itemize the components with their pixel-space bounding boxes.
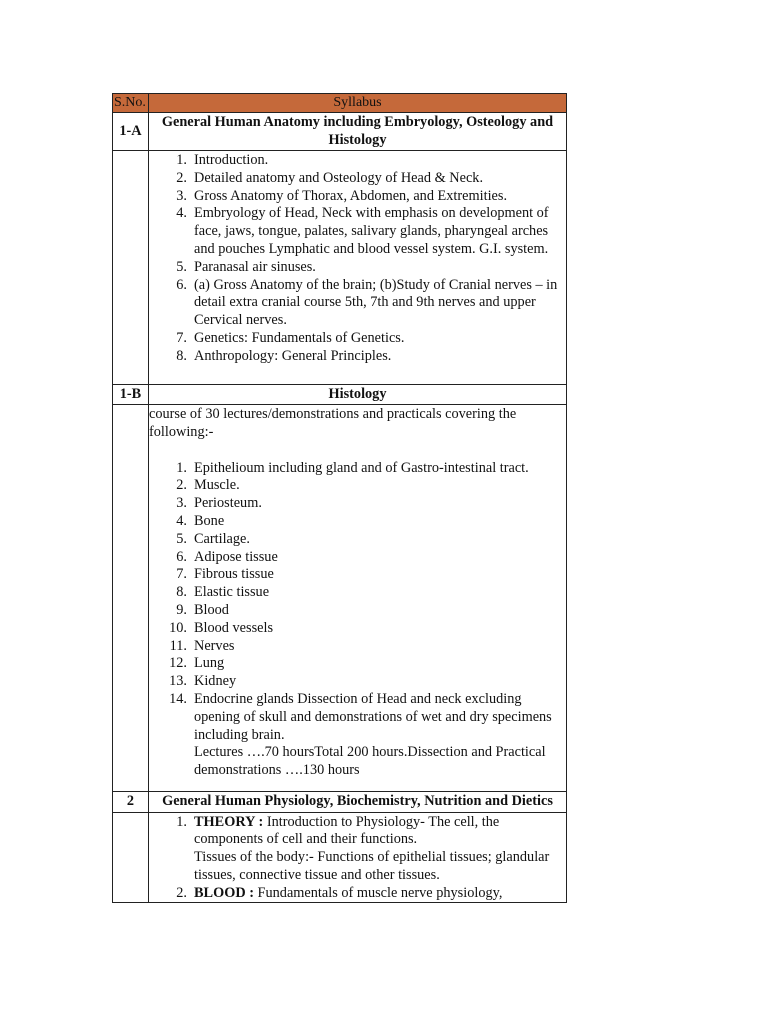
list-item xyxy=(149,655,566,673)
empty-cell xyxy=(113,812,149,903)
list-item xyxy=(149,513,566,531)
list-item xyxy=(149,277,566,330)
section-row-2 xyxy=(113,792,567,813)
list-item-keyword: BLOOD : xyxy=(194,884,254,901)
list-item xyxy=(149,330,566,348)
topic-list xyxy=(149,460,566,780)
list-item-text: Endocrine glands Dissection of Head and neck excluding opening of skull and demonstrations of wet and dry specimens including brain. xyxy=(194,691,552,743)
list-item-text: Elastic tissue xyxy=(194,584,270,601)
list-item-body: Fundamentals of muscle nerve physiology, xyxy=(253,884,503,901)
list-item-text: Detailed anatomy and Osteology of Head & Neck. xyxy=(194,169,484,186)
list-item-text: Embryology of Head, Neck with emphasis on development of face, jaws, tongue, palates, salivary glands, pharyngeal arches and pouches Lymphatic and blood vessel system. G.I. system. xyxy=(194,205,549,257)
section-title: General Human Anatomy including Embryology, Osteology and Histology xyxy=(149,113,567,151)
section-number: 2 xyxy=(113,792,149,813)
list-item-number: 1. xyxy=(176,813,187,830)
list-item-text: Periosteum. xyxy=(194,495,262,512)
list-item-text: Gross Anatomy of Thorax, Abdomen, and Extremities. xyxy=(194,187,508,204)
list-item-number: 7. xyxy=(176,566,187,583)
section-row-1a xyxy=(113,113,567,151)
list-item-number: 14. xyxy=(169,691,187,708)
list-item-text: Paranasal air sinuses. xyxy=(194,258,316,275)
list-item-number: 7. xyxy=(176,329,187,346)
list-item xyxy=(149,205,566,258)
list-item-body: Tissues of the body:- Functions of epithelial tissues; glandular tissues, connective tissue and other tissues. xyxy=(194,849,550,883)
list-item xyxy=(149,849,566,885)
list-item-number: 1. xyxy=(176,459,187,476)
header-sno: S.No. xyxy=(113,94,149,113)
list-item-number xyxy=(149,744,194,780)
section-body-2 xyxy=(113,812,567,903)
list-item-number: 4. xyxy=(176,205,187,222)
list-item-text: Lectures ….70 hoursTotal 200 hours.Dissection and Practical demonstrations ….130 hours xyxy=(194,744,546,779)
list-item-text: Introduction. xyxy=(194,152,269,168)
empty-cell xyxy=(113,405,149,792)
list-item-text: Lung xyxy=(194,655,225,672)
section-intro: course of 30 lectures/demonstrations and practicals covering the following:- xyxy=(149,406,517,440)
list-item xyxy=(149,495,566,513)
list-item-number: 11. xyxy=(169,637,187,654)
list-item-text: Kidney xyxy=(194,673,237,690)
list-item-body: Introduction to Physiology- The cell, the components of cell and their functions. xyxy=(194,813,500,848)
syllabus-table xyxy=(112,93,567,903)
list-item xyxy=(149,348,566,366)
section-title: Histology xyxy=(149,384,567,405)
section-body-1a xyxy=(113,151,567,385)
topic-list xyxy=(149,152,566,366)
list-item-text xyxy=(194,885,566,903)
list-item-number xyxy=(149,849,194,885)
list-item-text: Bone xyxy=(194,513,225,530)
list-item-number: 9. xyxy=(176,602,187,619)
list-item xyxy=(149,549,566,567)
list-item xyxy=(149,620,566,638)
list-item-number: 2. xyxy=(176,169,187,186)
list-item-number: 2. xyxy=(176,884,187,901)
list-item-number: 2. xyxy=(176,477,187,494)
list-item-number: 6. xyxy=(176,548,187,565)
section-number: 1-A xyxy=(113,113,149,151)
list-item xyxy=(149,691,566,744)
list-item-text: Adipose tissue xyxy=(194,548,278,565)
list-item xyxy=(149,638,566,656)
list-item-text: Epithelioum including gland and of Gastro-intestinal tract. xyxy=(194,459,529,476)
list-item-number: 10. xyxy=(169,619,187,636)
list-item-text xyxy=(194,849,566,885)
list-item xyxy=(149,188,566,206)
section-title: General Human Physiology, Biochemistry, Nutrition and Dietics xyxy=(149,792,567,813)
list-item xyxy=(149,744,566,780)
list-item-number: 3. xyxy=(176,495,187,512)
list-item xyxy=(149,477,566,495)
list-item-number: 8. xyxy=(176,584,187,601)
list-item-number: 8. xyxy=(176,347,187,364)
list-item-text: (a) Gross Anatomy of the brain; (b)Study of Cranial nerves – in detail extra cranial course 5th, 7th and 9th nerves and upper Cervical nerves. xyxy=(194,276,558,329)
list-item-number: 4. xyxy=(176,513,187,530)
header-syllabus: Syllabus xyxy=(149,94,567,113)
list-item-keyword: THEORY : xyxy=(194,813,264,830)
list-item-text: Muscle. xyxy=(194,477,240,494)
list-item xyxy=(149,814,566,850)
list-item-text xyxy=(194,814,566,850)
list-item-number: 3. xyxy=(176,187,187,204)
list-item-text: Anthropology: General Principles. xyxy=(194,347,392,364)
list-item-text: Fibrous tissue xyxy=(194,566,274,583)
topic-list xyxy=(149,814,566,903)
list-item-text: Blood vessels xyxy=(194,619,274,636)
list-item xyxy=(149,460,566,478)
list-item xyxy=(149,566,566,584)
list-item-text: Genetics: Fundamentals of Genetics. xyxy=(194,329,405,346)
list-item-text: Cartilage. xyxy=(194,530,250,547)
list-item-number: 1. xyxy=(176,152,187,168)
list-item xyxy=(149,152,566,170)
list-item-text: Nerves xyxy=(194,637,235,654)
empty-cell xyxy=(113,151,149,385)
list-item xyxy=(149,602,566,620)
section-row-1b xyxy=(113,384,567,405)
list-item xyxy=(149,259,566,277)
list-item-number: 6. xyxy=(176,276,187,293)
list-item xyxy=(149,673,566,691)
list-item-text: Blood xyxy=(194,602,229,619)
list-item-number: 5. xyxy=(176,258,187,275)
list-item xyxy=(149,885,566,903)
list-item xyxy=(149,584,566,602)
list-item-number: 12. xyxy=(169,655,187,672)
section-body-1b xyxy=(113,405,567,792)
section-number: 1-B xyxy=(113,384,149,405)
list-item-number: 13. xyxy=(169,673,187,690)
list-item xyxy=(149,531,566,549)
table-header-row xyxy=(113,94,567,113)
list-item-number: 5. xyxy=(176,530,187,547)
list-item xyxy=(149,170,566,188)
